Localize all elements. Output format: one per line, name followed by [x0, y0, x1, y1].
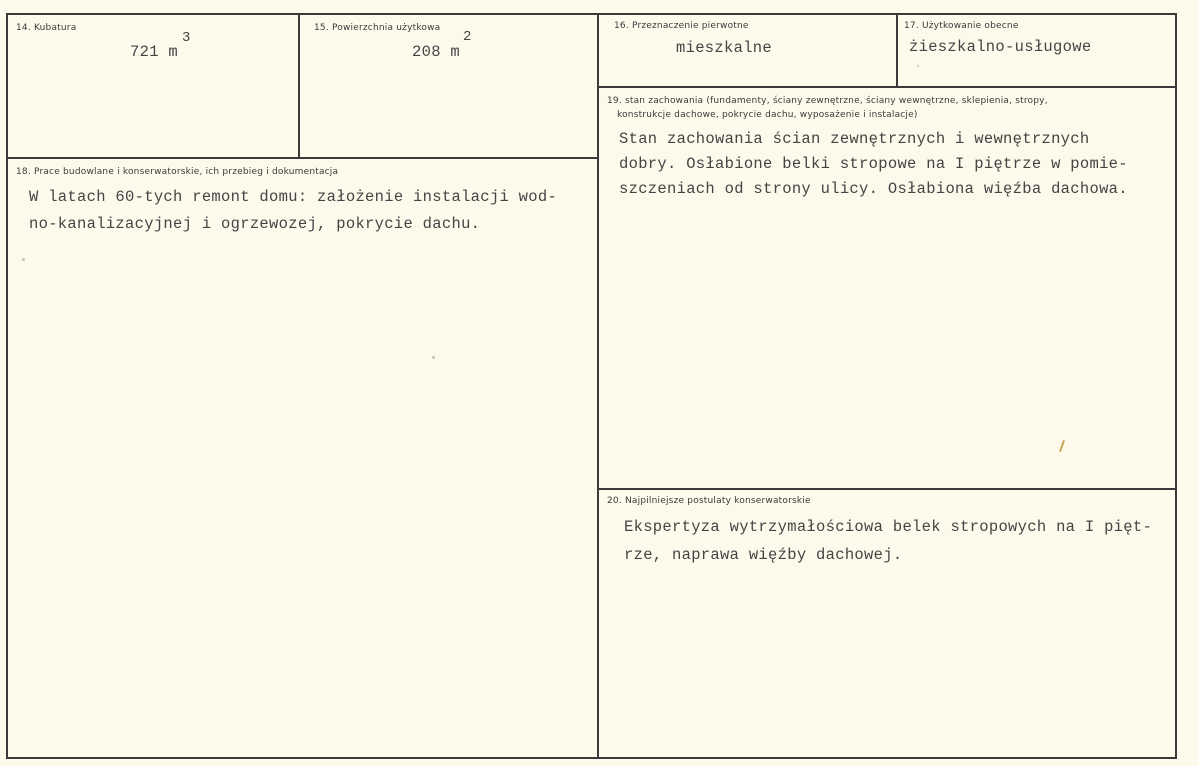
field-20-line-2: rze, naprawa więźby dachowej. — [624, 546, 903, 564]
bottom-border — [6, 757, 1177, 759]
field-19-line-2: dobry. Osłabione belki stropowe na I piętrze w pomie- — [619, 155, 1128, 173]
field-18-line-1: W latach 60-tych remont domu: założenie instalacji wod- — [29, 188, 558, 206]
divider-16-17 — [896, 13, 898, 87]
pencil-mark — [1059, 440, 1065, 452]
field-14-label: 14. Kubatura — [16, 23, 77, 33]
divider-14-15 — [298, 13, 300, 158]
field-15-sup: 2 — [463, 29, 472, 45]
paper-speck — [917, 65, 919, 67]
field-16-label: 16. Przeznaczenie pierwotne — [614, 21, 749, 31]
field-17-label: 17. Użytkowanie obecne — [904, 21, 1019, 31]
field-14-value: 721 m — [130, 43, 179, 61]
field-18-line-2: no-kanalizacyjnej i ogrzewozej, pokrycie dachu. — [29, 215, 481, 233]
field-18-label: 18. Prace budowlane i konserwatorskie, ich przebieg i dokumentacja — [16, 167, 339, 177]
field-14-sup: 3 — [182, 30, 191, 46]
field-19-label-line-2: konstrukcje dachowe, pokrycie dachu, wyposażenie i instalacje) — [617, 110, 918, 120]
hline-14-15-bottom — [6, 157, 599, 159]
top-border — [6, 13, 1176, 15]
field-15-label: 15. Powierzchnia użytkowa — [314, 23, 441, 33]
field-19-line-3: szczeniach od strony ulicy. Osłabiona więźba dachowa. — [619, 180, 1128, 198]
field-19-line-1: Stan zachowania ścian zewnętrznych i wewnętrznych — [619, 130, 1090, 148]
field-15-value: 208 m — [412, 43, 461, 61]
left-border — [6, 13, 8, 759]
field-19-label-line-1: 19. stan zachowania (fundamenty, ściany zewnętrzne, ściany wewnętrzne, sklepienia, stropy, — [607, 96, 1048, 106]
field-16-value: mieszkalne — [676, 39, 773, 57]
paper-speck — [432, 356, 435, 359]
field-20-label: 20. Najpilniejsze postulaty konserwatorskie — [607, 496, 811, 506]
hline-19-bottom — [597, 488, 1177, 490]
divider-center — [597, 13, 599, 759]
hline-16-17-bottom — [597, 86, 1177, 88]
paper-speck — [22, 258, 25, 261]
field-17-value: żieszkalno-usługowe — [909, 38, 1092, 56]
field-20-line-1: Ekspertyza wytrzymałościowa belek stropowych na I pięt- — [624, 518, 1153, 536]
right-border — [1175, 13, 1177, 759]
